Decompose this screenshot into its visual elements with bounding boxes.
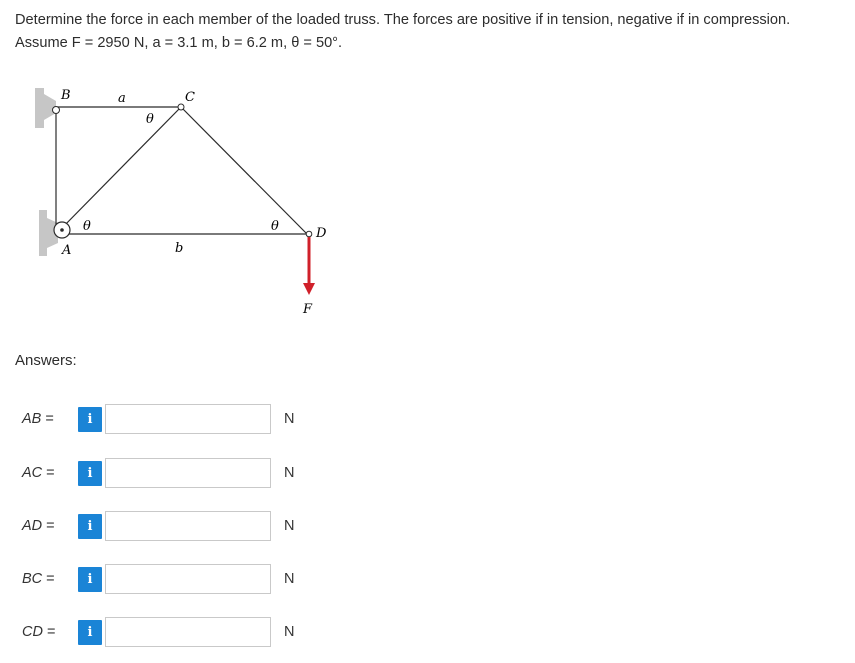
info-icon[interactable]: i — [78, 567, 102, 592]
answer-row-ad — [0, 510, 855, 544]
problem-line-2: Assume F = 2950 N, a = 3.1 m, b = 6.2 m, θ = 50°. — [15, 35, 343, 51]
answer-input-bc[interactable] — [105, 564, 271, 594]
pin-a — [54, 222, 70, 238]
answer-input-ab[interactable] — [105, 404, 271, 434]
member-cd — [181, 107, 307, 234]
answers-heading: Answers: — [15, 352, 77, 369]
label-d: D — [316, 226, 327, 241]
unit-label: N — [284, 465, 295, 481]
joint-c — [178, 104, 184, 110]
answer-label-ac: AC = — [22, 465, 55, 481]
answer-label-cd: CD = — [22, 624, 56, 640]
answer-row-ac — [0, 457, 855, 491]
joint-d — [306, 231, 312, 237]
label-a-dim: a — [118, 91, 126, 106]
label-f: F — [303, 302, 313, 317]
label-theta-top: θ — [146, 112, 154, 127]
answer-label-bc: BC = — [22, 571, 55, 587]
answer-input-cd[interactable] — [105, 617, 271, 647]
problem-line-1: Determine the force in each member of the loaded truss. The forces are positive if in tension, negative if in compression. — [15, 12, 791, 28]
label-a-joint: A — [62, 243, 72, 258]
unit-label: N — [284, 518, 295, 534]
unit-label: N — [284, 411, 295, 427]
answer-row-cd — [0, 616, 855, 650]
answer-input-ac[interactable] — [105, 458, 271, 488]
info-icon[interactable]: i — [78, 407, 102, 432]
problem-statement — [15, 9, 850, 55]
answer-label-ad: AD = — [22, 518, 55, 534]
label-theta-right: θ — [271, 219, 279, 234]
label-c: C — [185, 90, 195, 105]
unit-label: N — [284, 624, 295, 640]
joint-b — [53, 107, 60, 114]
answer-label-ab: AB = — [22, 411, 54, 427]
unit-label: N — [284, 571, 295, 587]
label-b-dim: b — [175, 241, 184, 256]
label-b: B — [61, 88, 71, 103]
member-ac — [60, 107, 181, 230]
info-icon[interactable]: i — [78, 514, 102, 539]
label-theta-left: θ — [83, 219, 91, 234]
answer-input-ad[interactable] — [105, 511, 271, 541]
truss-figure — [0, 80, 360, 330]
load-arrow-f — [303, 237, 315, 295]
answer-row-ab — [0, 403, 855, 437]
answer-row-bc — [0, 563, 855, 597]
info-icon[interactable]: i — [78, 620, 102, 645]
info-icon[interactable]: i — [78, 461, 102, 486]
